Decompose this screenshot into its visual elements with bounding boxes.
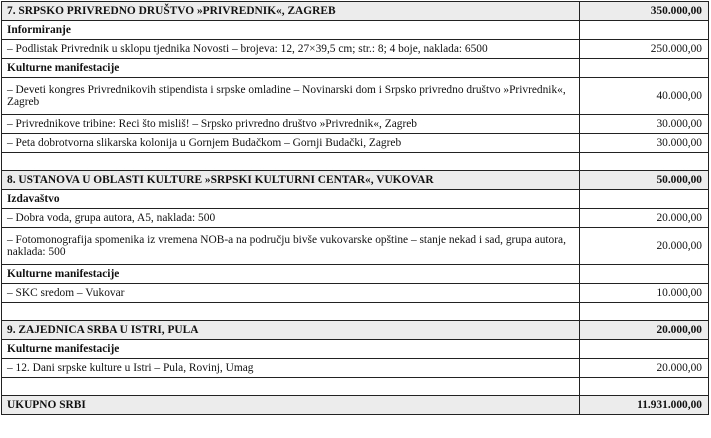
table-row [2,284,709,303]
table-row [2,40,709,59]
table-row [2,228,709,265]
group-header-row [2,190,709,209]
group-amount-empty [580,340,709,359]
table-row [2,115,709,134]
group-label: Kulturne manifestacije [2,265,580,284]
section-title: 8. USTANOVA U OBLASTI KULTURE »SRPSKI KULTURNI CENTAR«, VUKOVAR [2,171,580,190]
item-text: – Peta dobrotvorna slikarska kolonija u Gornjem Budačkom – Gornji Budački, Zagreb [2,134,580,153]
section-total: 350.000,00 [580,2,709,21]
table-row [2,134,709,153]
spacer-row [2,378,709,396]
item-amount: 20.000,00 [580,228,709,265]
group-label: Kulturne manifestacije [2,59,580,78]
group-amount-empty [580,59,709,78]
item-text: – Dobra voda, grupa autora, A5, naklada: 500 [2,209,580,228]
section-title: 7. SRPSKO PRIVREDNO DRUŠTVO »PRIVREDNIK«, ZAGREB [2,2,580,21]
table-row [2,78,709,115]
item-text: – SKC sredom – Vukovar [2,284,580,303]
grand-total-label: UKUPNO SRBI [2,396,580,415]
item-amount: 30.000,00 [580,115,709,134]
table-row [2,359,709,378]
group-header-row [2,265,709,284]
spacer-row [2,153,709,171]
group-label: Informiranje [2,21,580,40]
section-header-row [2,171,709,190]
section-title: 9. ZAJEDNICA SRBA U ISTRI, PULA [2,321,580,340]
item-amount: 40.000,00 [580,78,709,115]
table-row [2,209,709,228]
grand-total-amount: 11.931.000,00 [580,396,709,415]
item-text: – 12. Dani srpske kulture u Istri – Pula, Rovinj, Umag [2,359,580,378]
grand-total-row [2,396,709,415]
item-text: – Fotomonografija spomenika iz vremena NOB-a na području bivše vukovarske opštine – stanje nekad i sad, grupa autora, naklada: 500 [2,228,580,265]
item-amount: 30.000,00 [580,134,709,153]
group-amount-empty [580,190,709,209]
spacer-row [2,303,709,321]
group-header-row [2,340,709,359]
item-text: – Privrednikove tribine: Reci što misliš! – Srpsko privredno društvo »Privrednik«, Zagreb [2,115,580,134]
item-text: – Podlistak Privrednik u sklopu tjednika Novosti – brojeva: 12, 27×39,5 cm; str.: 8; 4 boje, naklada: 6500 [2,40,580,59]
item-amount: 20.000,00 [580,209,709,228]
group-amount-empty [580,21,709,40]
group-header-row [2,21,709,40]
section-total: 50.000,00 [580,171,709,190]
item-amount: 10.000,00 [580,284,709,303]
item-amount: 20.000,00 [580,359,709,378]
item-text: – Deveti kongres Privrednikovih stipendista i srpske omladine – Novinarski dom i Srpsko privredno društvo »Privrednik«, Zagreb [2,78,580,115]
group-label: Izdavaštvo [2,190,580,209]
section-header-row [2,2,709,21]
section-header-row [2,321,709,340]
item-amount: 250.000,00 [580,40,709,59]
funding-table [1,1,709,415]
group-label: Kulturne manifestacije [2,340,580,359]
section-total: 20.000,00 [580,321,709,340]
group-amount-empty [580,265,709,284]
group-header-row [2,59,709,78]
